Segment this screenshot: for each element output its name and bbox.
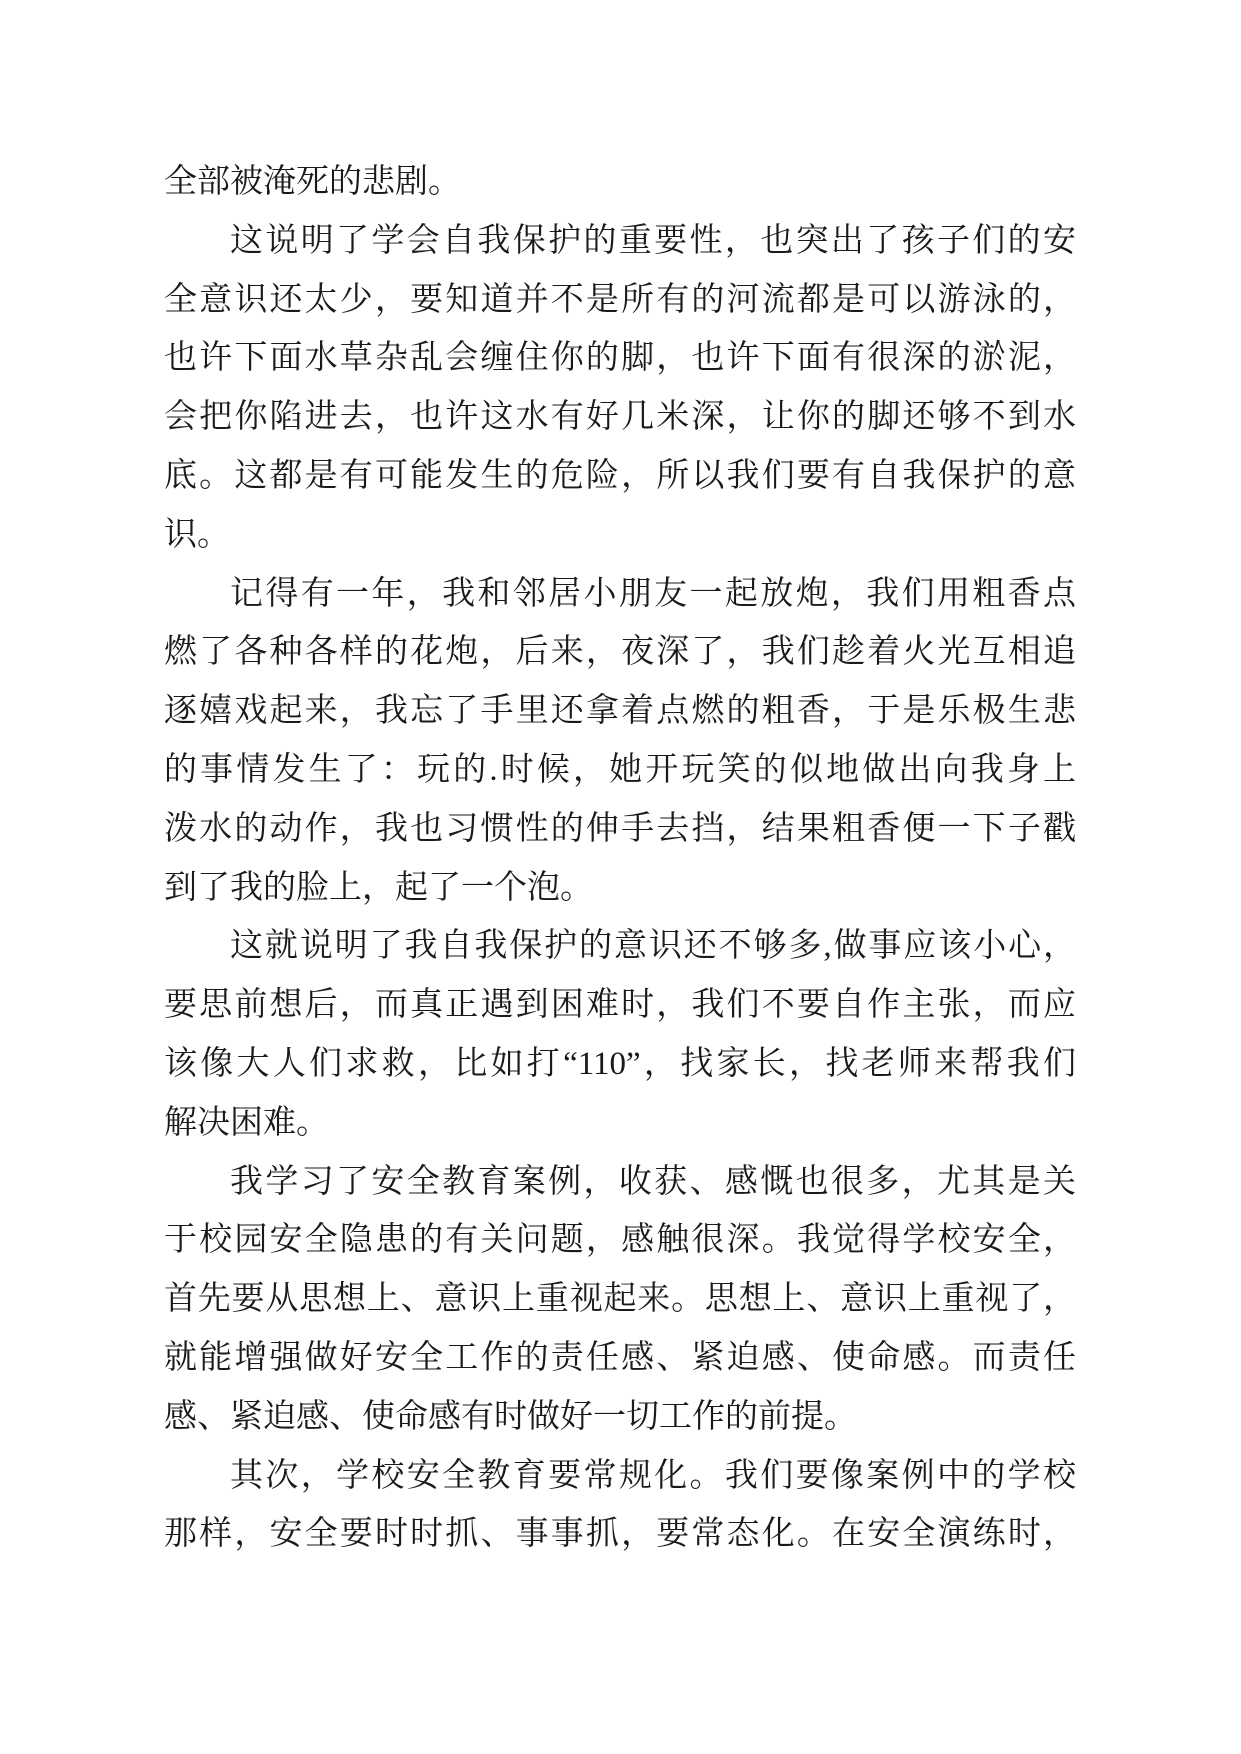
text-line: 那样，安全要时时抓、事事抓，要常态化。在安全演练时， [164,1516,1076,1553]
text-line: 首先要从思想上、意识上重视起来。思想上、意识上重视了， [164,1281,1076,1318]
text-line: 逐嬉戏起来，我忘了手里还拿着点燃的粗香，于是乐极生悲 [164,693,1076,730]
text-line: 会把你陷进去，也许这水有好几米深，让你的脚还够不到水 [164,399,1076,436]
text-line: 全意识还太少，要知道并不是所有的河流都是可以游泳的， [164,281,1076,318]
text-line: 识。 [164,516,230,553]
text-line: 底。这都是有可能发生的危险，所以我们要有自我保护的意 [164,457,1076,494]
text-line: 泼水的动作，我也习惯性的伸手去挡，结果粗香便一下子戳 [164,810,1076,847]
essay-text-block [164,153,1076,1564]
text-line: 解决困难。 [164,1104,329,1141]
text-line: 感、紧迫感、使命感有时做好一切工作的前提。 [164,1398,857,1435]
text-line: 这就说明了我自我保护的意识还不够多,做事应该小心， [230,928,1076,965]
text-line: 就能增强做好安全工作的责任感、紧迫感、使命感。而责任 [164,1339,1076,1376]
text-line: 其次，学校安全教育要常规化。我们要像案例中的学校 [230,1457,1076,1494]
text-line: 我学习了安全教育案例，收获、感慨也很多，尤其是关 [230,1163,1076,1200]
text-line: 到了我的脸上，起了一个泡。 [164,869,593,906]
text-line: 的事情发生了：玩的.时候，她开玩笑的似地做出向我身上 [164,751,1076,788]
text-line: 也许下面水草杂乱会缠住你的脚，也许下面有很深的淤泥， [164,340,1076,377]
text-line: 该像大人们求救，比如打“110”，找家长，找老师来帮我们 [164,1045,1076,1082]
text-line: 全部被淹死的悲剧。 [164,164,461,200]
text-line: 要思前想后，而真正遇到困难时，我们不要自作主张，而应 [164,987,1076,1024]
text-line: 记得有一年，我和邻居小朋友一起放炮，我们用粗香点 [230,575,1076,612]
text-line: 这说明了学会自我保护的重要性，也突出了孩子们的安 [230,222,1076,259]
text-line: 燃了各种各样的花炮，后来，夜深了，我们趁着火光互相追 [164,634,1076,671]
text-line: 于校园安全隐患的有关问题，感触很深。我觉得学校安全， [164,1222,1076,1259]
